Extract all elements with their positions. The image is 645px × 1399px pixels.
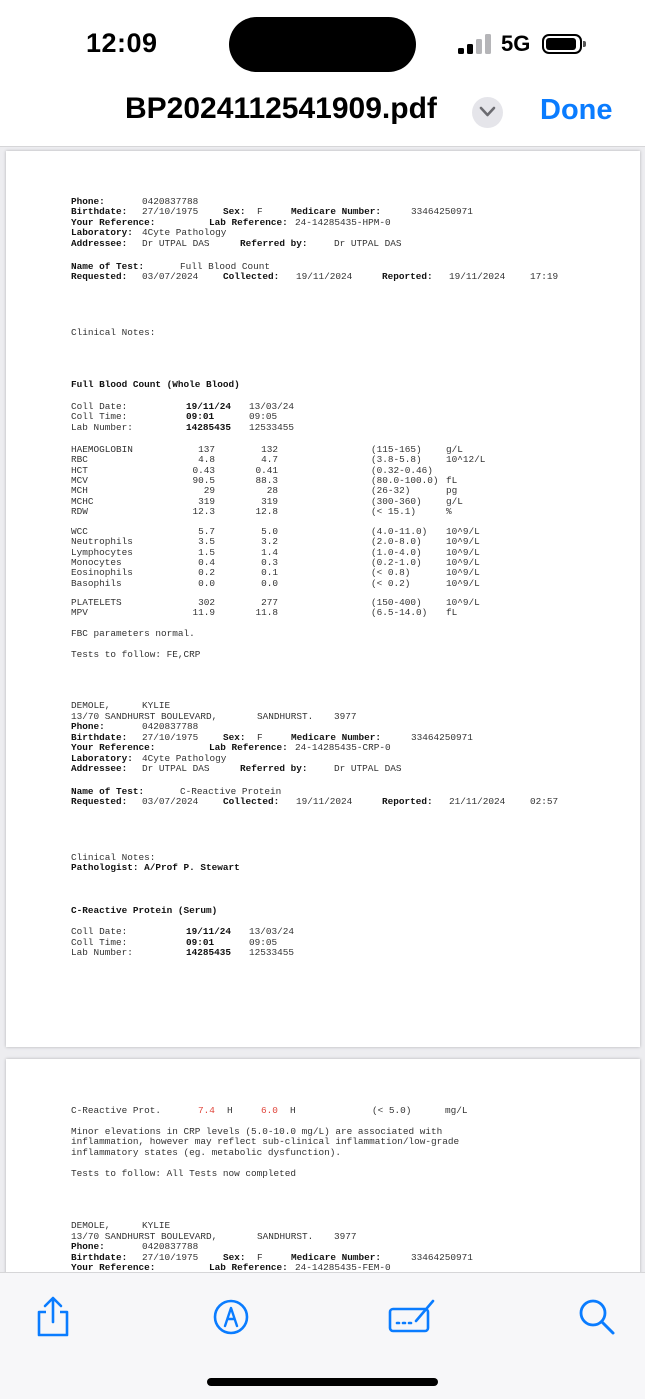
clinical-notes: Clinical Notes: bbox=[71, 327, 156, 338]
result-name: HAEMOGLOBIN bbox=[71, 444, 133, 455]
coll-time-label: Coll Time: bbox=[71, 937, 128, 948]
result-range: (0.2-1.0) bbox=[371, 557, 422, 569]
sex-value: F bbox=[257, 732, 263, 743]
markup-button[interactable] bbox=[209, 1295, 253, 1339]
lab-reference-label: Lab Reference: bbox=[209, 1262, 288, 1272]
collected-value: 19/11/2024 bbox=[296, 271, 353, 282]
coll-date-previous: 13/03/24 bbox=[249, 926, 295, 937]
crp-result-current: 7.4 bbox=[198, 1105, 215, 1116]
result-name: MCH bbox=[71, 485, 88, 497]
addressee-label: Addressee: bbox=[71, 763, 128, 774]
result-range: (< 15.1) bbox=[371, 506, 417, 518]
your-reference-label: Your Reference: bbox=[71, 742, 156, 753]
pdf-page-2 bbox=[6, 1059, 640, 1272]
patient-suburb: SANDHURST. bbox=[257, 1231, 314, 1242]
laboratory-value: 4Cyte Pathology bbox=[142, 753, 227, 764]
result-unit: 10^12/L bbox=[446, 454, 486, 466]
pdf-page-1 bbox=[6, 151, 640, 1047]
result-current: 11.9 bbox=[192, 607, 215, 619]
phone-value: 0420837788 bbox=[142, 721, 199, 732]
lab-number-current: 14285435 bbox=[186, 422, 232, 433]
lab-number-label: Lab Number: bbox=[71, 947, 133, 958]
test-name-value: Full Blood Count bbox=[180, 261, 271, 272]
result-name: WCC bbox=[71, 526, 88, 537]
result-unit: 10^9/L bbox=[446, 597, 480, 608]
nav-bar bbox=[0, 80, 645, 147]
result-current: 90.5 bbox=[192, 475, 215, 487]
lab-number-previous: 12533455 bbox=[249, 947, 295, 958]
result-current: 12.3 bbox=[192, 506, 215, 518]
addressee-label: Addressee: bbox=[71, 238, 128, 249]
birthdate-value: 27/10/1975 bbox=[142, 732, 199, 743]
result-range: (2.0-8.0) bbox=[371, 536, 422, 548]
result-current: 3.5 bbox=[198, 536, 215, 548]
signature-icon bbox=[388, 1295, 438, 1339]
requested-label: Requested: bbox=[71, 271, 128, 282]
result-range: (150-400) bbox=[371, 597, 422, 608]
lab-reference-value: 24-14285435-CRP-0 bbox=[295, 742, 391, 753]
result-name: MCV bbox=[71, 475, 88, 487]
result-previous: 0.1 bbox=[261, 567, 278, 579]
medicare-label: Medicare Number: bbox=[291, 732, 382, 743]
result-name: Monocytes bbox=[71, 557, 122, 569]
referred-by-label: Referred by: bbox=[240, 238, 308, 249]
crp-flag-current: H bbox=[227, 1105, 233, 1116]
result-range: (< 0.2) bbox=[371, 577, 411, 589]
collected-label: Collected: bbox=[223, 796, 280, 807]
crp-note-line: inflammatory states (eg. metabolic dysfunction). bbox=[71, 1147, 342, 1158]
signature-button[interactable] bbox=[388, 1295, 438, 1339]
addressee-value: Dr UTPAL DAS bbox=[142, 763, 210, 774]
share-button[interactable] bbox=[31, 1295, 75, 1339]
lab-reference-value: 24-14285435-HPM-0 bbox=[295, 217, 391, 228]
result-current: 0.0 bbox=[198, 577, 215, 589]
result-current: 137 bbox=[198, 444, 215, 455]
result-name: MCHC bbox=[71, 495, 94, 507]
reported-value: 21/11/2024 bbox=[449, 796, 506, 807]
result-range: (6.5-14.0) bbox=[371, 607, 428, 619]
status-time: 12:09 bbox=[86, 28, 158, 58]
signal-icon bbox=[458, 34, 492, 54]
collected-value: 19/11/2024 bbox=[296, 796, 353, 807]
patient-given-name: KYLIE bbox=[142, 700, 171, 711]
result-current: 4.8 bbox=[198, 454, 215, 466]
result-previous: 11.8 bbox=[255, 607, 278, 619]
patient-suburb: SANDHURST. bbox=[257, 711, 314, 722]
result-previous: 0.3 bbox=[261, 557, 278, 569]
document-title[interactable]: BP2024112541909.pdf bbox=[125, 92, 437, 125]
search-button[interactable] bbox=[575, 1295, 619, 1339]
result-name: PLATELETS bbox=[71, 597, 122, 608]
patient-address: 13/70 SANDHURST BOULEVARD, bbox=[71, 1231, 218, 1242]
coll-time-previous: 09:05 bbox=[249, 411, 278, 422]
result-unit: % bbox=[446, 506, 452, 518]
result-unit: 10^9/L bbox=[446, 557, 480, 569]
pdf-viewer[interactable] bbox=[0, 147, 645, 1272]
result-previous: 0.41 bbox=[255, 464, 278, 476]
crp-title: C-Reactive Protein (Serum) bbox=[71, 905, 218, 916]
sex-label: Sex: bbox=[223, 1252, 246, 1263]
patient-given-name: KYLIE bbox=[142, 1220, 171, 1231]
result-previous: 319 bbox=[261, 495, 278, 507]
result-range: (80.0-100.0) bbox=[371, 475, 439, 487]
collected-label: Collected: bbox=[223, 271, 280, 282]
result-name: Lymphocytes bbox=[71, 546, 133, 558]
chevron-down-icon bbox=[479, 106, 496, 118]
reported-label: Reported: bbox=[382, 796, 433, 807]
fbc-title: Full Blood Count (Whole Blood) bbox=[71, 379, 240, 390]
requested-value: 03/07/2024 bbox=[142, 796, 199, 807]
result-name: Eosinophils bbox=[71, 567, 133, 579]
patient-surname: DEMOLE, bbox=[71, 700, 111, 711]
result-range: (1.0-4.0) bbox=[371, 546, 422, 558]
lab-number-previous: 12533455 bbox=[249, 422, 295, 433]
coll-date-previous: 13/03/24 bbox=[249, 401, 295, 412]
medicare-value: 33464250971 bbox=[411, 732, 473, 743]
result-unit: fL bbox=[446, 475, 458, 487]
fbc-tests-to-follow: Tests to follow: FE,CRP bbox=[71, 649, 201, 660]
result-name: RBC bbox=[71, 454, 88, 466]
referred-by-value: Dr UTPAL DAS bbox=[334, 238, 402, 249]
reported-value: 19/11/2024 bbox=[449, 271, 506, 282]
battery-icon bbox=[542, 34, 582, 54]
result-current: 29 bbox=[203, 485, 215, 497]
crp-result-previous: 6.0 bbox=[261, 1105, 278, 1116]
result-unit: pg bbox=[446, 485, 458, 497]
result-previous: 3.2 bbox=[261, 536, 278, 548]
result-current: 0.2 bbox=[198, 567, 215, 579]
result-unit: g/L bbox=[446, 495, 463, 507]
result-unit: 10^9/L bbox=[446, 526, 480, 537]
laboratory-value: 4Cyte Pathology bbox=[142, 227, 227, 238]
reported-time: 17:19 bbox=[530, 271, 559, 282]
result-current: 0.4 bbox=[198, 557, 215, 569]
result-current: 5.7 bbox=[198, 526, 215, 537]
result-name: RDW bbox=[71, 506, 88, 518]
medicare-value: 33464250971 bbox=[411, 1252, 473, 1263]
crp-result-name: C-Reactive Prot. bbox=[71, 1105, 162, 1116]
sex-label: Sex: bbox=[223, 206, 246, 217]
markup-icon bbox=[209, 1295, 253, 1339]
result-previous: 1.4 bbox=[261, 546, 278, 558]
result-current: 1.5 bbox=[198, 546, 215, 558]
result-previous: 12.8 bbox=[255, 506, 278, 518]
done-button[interactable]: Done bbox=[540, 94, 613, 126]
result-range: (0.32-0.46) bbox=[371, 464, 433, 476]
crp-unit: mg/L bbox=[445, 1105, 468, 1116]
referred-by-value: Dr UTPAL DAS bbox=[334, 763, 402, 774]
crp-note-line: inflammation, however may reflect sub-clinical inflammation/low-grade bbox=[71, 1136, 460, 1147]
lab-reference-value: 24-14285435-FEM-0 bbox=[295, 1262, 391, 1272]
result-name: Neutrophils bbox=[71, 536, 133, 548]
phone-label: Phone: bbox=[71, 721, 105, 732]
result-previous: 277 bbox=[261, 597, 278, 608]
result-unit: fL bbox=[446, 607, 458, 619]
tests-to-follow: Tests to follow: All Tests now completed bbox=[71, 1168, 297, 1179]
your-reference-label: Your Reference: bbox=[71, 217, 156, 228]
crp-range: (< 5.0) bbox=[372, 1105, 412, 1116]
laboratory-label: Laboratory: bbox=[71, 753, 133, 764]
lab-reference-label: Lab Reference: bbox=[209, 742, 288, 753]
title-menu-button[interactable] bbox=[472, 97, 503, 128]
result-current: 319 bbox=[198, 495, 215, 507]
reported-time: 02:57 bbox=[530, 796, 559, 807]
your-reference-label: Your Reference: bbox=[71, 1262, 156, 1272]
result-unit: 10^9/L bbox=[446, 536, 480, 548]
patient-postcode: 3977 bbox=[334, 1231, 357, 1242]
birthdate-label: Birthdate: bbox=[71, 1252, 128, 1263]
birthdate-value: 27/10/1975 bbox=[142, 206, 199, 217]
result-previous: 0.0 bbox=[261, 577, 278, 589]
patient-surname: DEMOLE, bbox=[71, 1220, 111, 1231]
coll-date-label: Coll Date: bbox=[71, 926, 128, 937]
lab-reference-label: Lab Reference: bbox=[209, 217, 288, 228]
result-range: (300-360) bbox=[371, 495, 422, 507]
result-range: (< 0.8) bbox=[371, 567, 411, 579]
result-name: Basophils bbox=[71, 577, 122, 589]
lab-number-current: 14285435 bbox=[186, 947, 232, 958]
lab-number-label: Lab Number: bbox=[71, 422, 133, 433]
phone-value: 0420837788 bbox=[142, 1241, 199, 1252]
network-label: 5G bbox=[501, 31, 531, 56]
coll-date-current: 19/11/24 bbox=[186, 401, 232, 412]
sex-value: F bbox=[257, 1252, 263, 1263]
requested-value: 03/07/2024 bbox=[142, 271, 199, 282]
result-unit: 10^9/L bbox=[446, 567, 480, 579]
phone-label: Phone: bbox=[71, 1241, 105, 1252]
birthdate-label: Birthdate: bbox=[71, 732, 128, 743]
phone-value: 0420837788 bbox=[142, 196, 199, 207]
requested-label: Requested: bbox=[71, 796, 128, 807]
status-bar bbox=[0, 0, 645, 90]
coll-time-label: Coll Time: bbox=[71, 411, 128, 422]
referred-by-label: Referred by: bbox=[240, 763, 308, 774]
crp-flag-previous: H bbox=[290, 1105, 296, 1116]
result-unit: 10^9/L bbox=[446, 577, 480, 589]
fbc-comment: FBC parameters normal. bbox=[71, 628, 195, 639]
pathologist: Pathologist: A/Prof P. Stewart bbox=[71, 862, 240, 873]
result-previous: 5.0 bbox=[261, 526, 278, 537]
coll-time-previous: 09:05 bbox=[249, 937, 278, 948]
medicare-label: Medicare Number: bbox=[291, 206, 382, 217]
result-name: HCT bbox=[71, 464, 88, 476]
sex-label: Sex: bbox=[223, 732, 246, 743]
result-previous: 88.3 bbox=[255, 475, 278, 487]
crp-note-line: Minor elevations in CRP levels (5.0-10.0 mg/L) are associated with bbox=[71, 1126, 443, 1137]
home-indicator[interactable] bbox=[207, 1378, 438, 1386]
result-current: 302 bbox=[198, 597, 215, 608]
result-range: (3.8-5.8) bbox=[371, 454, 422, 466]
sex-value: F bbox=[257, 206, 263, 217]
result-unit: g/L bbox=[446, 444, 463, 455]
result-range: (26-32) bbox=[371, 485, 411, 497]
test-name-label: Name of Test: bbox=[71, 261, 145, 272]
result-previous: 4.7 bbox=[261, 454, 278, 466]
patient-address: 13/70 SANDHURST BOULEVARD, bbox=[71, 711, 218, 722]
share-icon bbox=[31, 1295, 75, 1339]
result-range: (115-165) bbox=[371, 444, 422, 455]
result-current: 0.43 bbox=[192, 464, 215, 476]
result-name: MPV bbox=[71, 607, 88, 619]
addressee-value: Dr UTPAL DAS bbox=[142, 238, 210, 249]
result-unit: 10^9/L bbox=[446, 546, 480, 558]
birthdate-value: 27/10/1975 bbox=[142, 1252, 199, 1263]
coll-time-current: 09:01 bbox=[186, 411, 215, 422]
medicare-value: 33464250971 bbox=[411, 206, 473, 217]
reported-label: Reported: bbox=[382, 271, 433, 282]
search-icon bbox=[575, 1295, 619, 1339]
test-name-value: C-Reactive Protein bbox=[180, 786, 282, 797]
birthdate-label: Birthdate: bbox=[71, 206, 128, 217]
dynamic-island bbox=[229, 17, 416, 72]
coll-time-current: 09:01 bbox=[186, 937, 215, 948]
result-range: (4.0-11.0) bbox=[371, 526, 428, 537]
coll-date-current: 19/11/24 bbox=[186, 926, 232, 937]
laboratory-label: Laboratory: bbox=[71, 227, 133, 238]
patient-postcode: 3977 bbox=[334, 711, 357, 722]
medicare-label: Medicare Number: bbox=[291, 1252, 382, 1263]
result-previous: 132 bbox=[261, 444, 278, 455]
clinical-notes: Clinical Notes: bbox=[71, 852, 156, 863]
test-name-label: Name of Test: bbox=[71, 786, 145, 797]
coll-date-label: Coll Date: bbox=[71, 401, 128, 412]
result-previous: 28 bbox=[266, 485, 278, 497]
phone-label: Phone: bbox=[71, 196, 105, 207]
